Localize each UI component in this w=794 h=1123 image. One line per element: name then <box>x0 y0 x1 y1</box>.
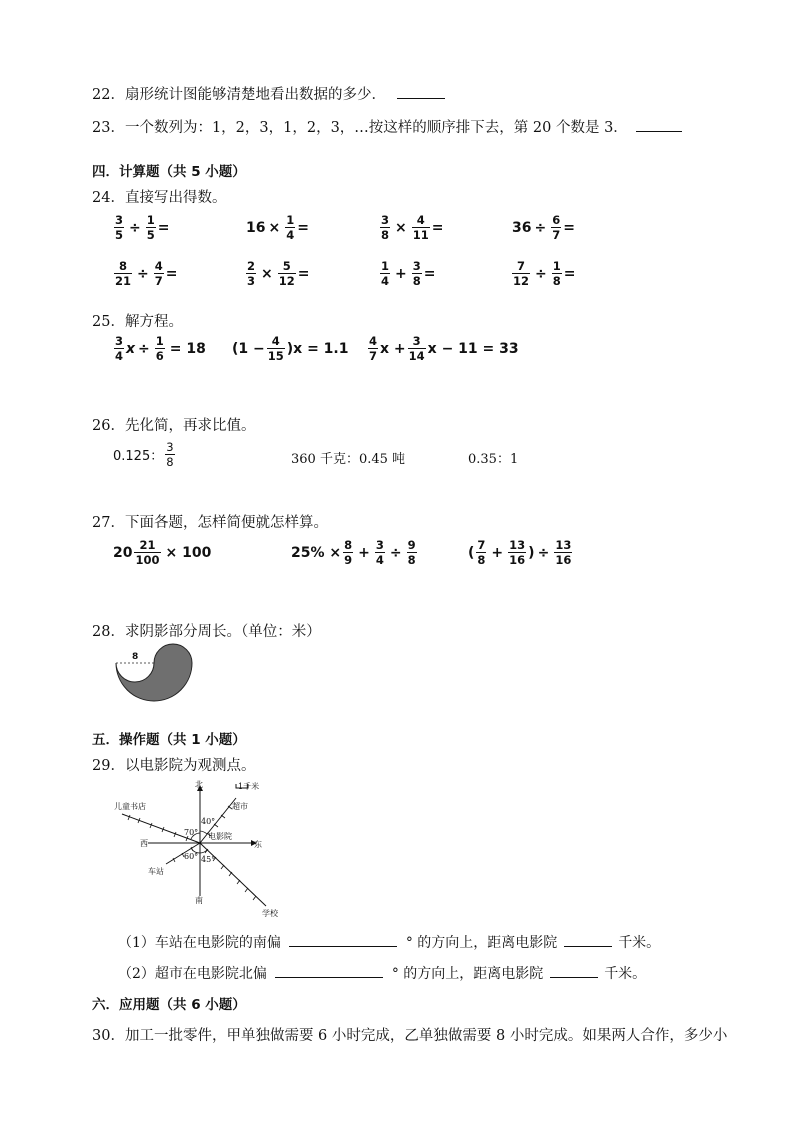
q25-equation-1: $\frac{3}{4}$ x ÷ $\frac{1}{6}$ = 18 <box>115 334 206 364</box>
question-23-text: 23．一个数列为：1，2，3，1，2，3，…按这样的顺序排下去，第 20 个数是 3． <box>92 120 628 136</box>
answer-blank[interactable] <box>636 117 682 132</box>
q25-equation-2: (1 − $\frac{4}{15}$ )x = 1.1 <box>232 334 349 364</box>
q27-expr-c: ( $\frac{7}{8}$ + $\frac{13}{16}$ ) ÷ $\frac{13}{16}$ <box>468 538 572 568</box>
question-26-title: 26．先化简，再求比值。 <box>92 418 256 434</box>
q24-r1-a: $\frac{3}{5}$ ÷ $\frac{1}{5}$ = <box>115 213 170 243</box>
angle-answer-blank[interactable] <box>289 932 397 947</box>
supermarket-label: 超市 <box>232 802 248 811</box>
q24-r2-b: $\frac{2}{3}$ × $\frac{5}{12}$ = <box>247 259 310 289</box>
q24-r1-c: $\frac{3}{8}$ × $\frac{4}{11}$ = <box>381 213 444 243</box>
school-label: 学校 <box>262 909 278 918</box>
question-24-title: 24．直接写出得数。 <box>92 190 227 206</box>
distance-answer-blank[interactable] <box>564 932 612 947</box>
q27-expr-b: 25% × $\frac{8}{9}$ + $\frac{3}{4}$ ÷ $\frac{9}{8}$ <box>291 538 416 568</box>
q24-r2-a: $\frac{8}{21}$ ÷ $\frac{4}{7}$ = <box>115 259 178 289</box>
length-label: 8 <box>132 652 139 662</box>
question-22 <box>92 83 445 104</box>
question-29-title: 29．以电影院为观测点。 <box>92 758 256 774</box>
question-25-title: 25．解方程。 <box>92 314 183 330</box>
question-30-text: 30．加工一批零件，甲单独做需要 6 小时完成，乙单独做需要 8 小时完成。如果两人合作，多少小 <box>92 1028 728 1044</box>
q24-r2-d: $\frac{7}{12}$ ÷ $\frac{1}{8}$ = <box>513 259 576 289</box>
angle-40: 40° <box>201 817 216 826</box>
distance-answer-blank[interactable] <box>550 963 598 978</box>
angle-45: 45° <box>201 855 216 864</box>
q25-equation-3: $\frac{4}{7}$ x + $\frac{3}{14}$ x − 11 = 33 <box>369 334 519 364</box>
angle-70: 70° <box>184 828 199 837</box>
direction-map <box>108 776 288 920</box>
q29-part-1: （1）车站在电影院的南偏 ° 的方向上，距离电影院 千米。 <box>118 932 660 952</box>
q24-r2-c: $\frac{1}{4}$ + $\frac{3}{8}$ = <box>381 259 436 289</box>
bookstore-label: 儿童书店 <box>114 802 146 811</box>
north-label: 北 <box>195 780 203 789</box>
west-label: 西 <box>140 839 148 848</box>
question-22-text: 22．扇形统计图能够清楚地看出数据的多少． <box>92 87 386 103</box>
station-label: 车站 <box>148 867 164 876</box>
q26-ratio-c: 0.35：1 <box>468 452 519 467</box>
scale-label: 1千米 <box>238 782 260 791</box>
section-4-title: 四．计算题（共 5 小题） <box>92 164 246 180</box>
q29-part-2: （2）超市在电影院北偏 ° 的方向上，距离电影院 千米。 <box>118 963 646 983</box>
question-23 <box>92 116 682 137</box>
q26-ratio-b: 360 千克：0.45 吨 <box>291 452 406 467</box>
q24-r1-b: 16 × $\frac{1}{4}$ = <box>246 213 309 243</box>
east-label: 东 <box>254 840 262 849</box>
angle-60: 60° <box>184 852 199 861</box>
section-5-title: 五．操作题（共 1 小题） <box>92 732 246 748</box>
cinema-label: 电影院 <box>208 832 232 841</box>
south-label: 南 <box>195 896 203 905</box>
question-28-title: 28．求阴影部分周长。（单位：米） <box>92 624 321 640</box>
q27-expr-a: 20 $\frac{21}{100}$ × 100 <box>113 538 212 568</box>
answer-blank[interactable] <box>397 84 445 99</box>
shaded-figure <box>110 642 194 704</box>
angle-answer-blank[interactable] <box>275 963 383 978</box>
section-6-title: 六．应用题（共 6 小题） <box>92 997 246 1013</box>
q24-r1-d: 36 ÷ $\frac{6}{7}$ = <box>512 213 575 243</box>
q26-ratio-a: 0.125： $\frac{3}{8}$ <box>113 440 174 470</box>
question-27-title: 27．下面各题，怎样简便就怎样算。 <box>92 515 328 531</box>
